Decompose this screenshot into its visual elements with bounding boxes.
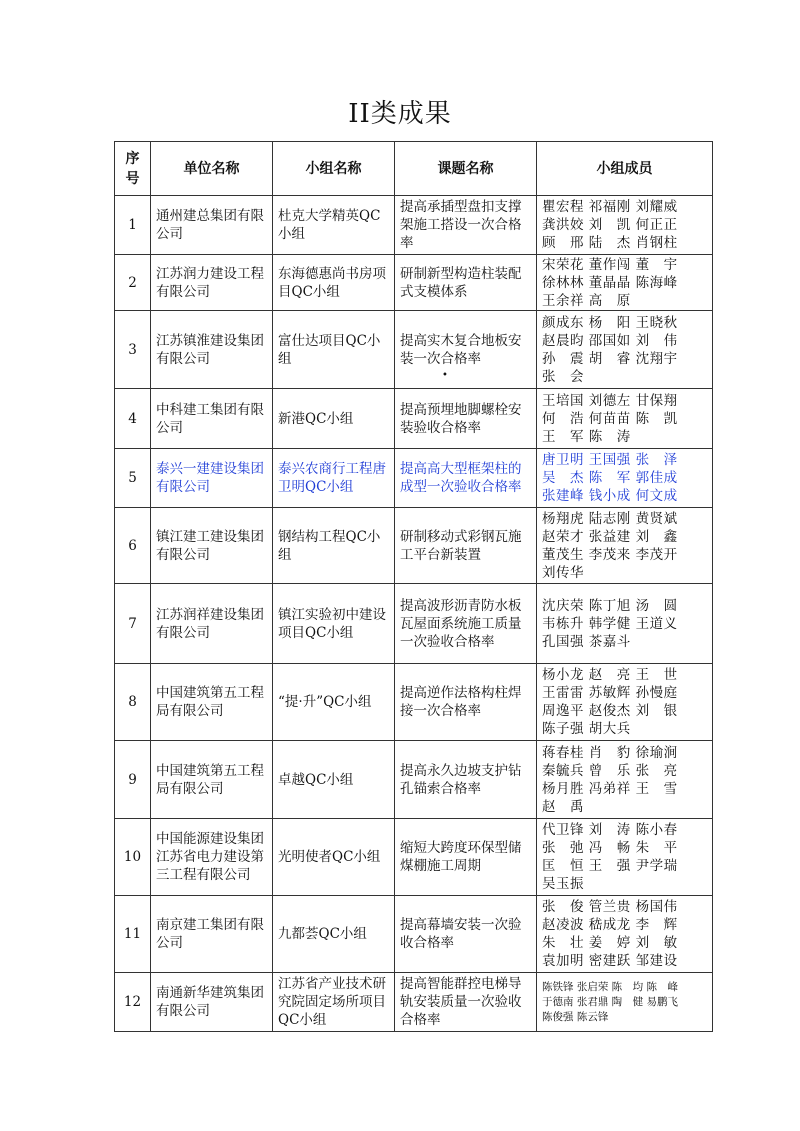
header-unit: 单位名称	[151, 142, 273, 196]
row-group: 富仕达项目QC小组	[273, 311, 395, 389]
row-members: 杨小龙 赵 亮 王 世 王雷雷 苏敏辉 孙慢庭 周逸平 赵俊杰 刘 银 陈子强 胡大兵	[537, 664, 713, 741]
row-members: 张 俊 管兰贵 杨国伟 赵凌波 嵇成龙 李 辉 朱 壮 姜 婷 刘 敏 袁加明 密建跃 邹建设	[537, 896, 713, 973]
row-group: 新港QC小组	[273, 389, 395, 449]
row-group: 泰兴农商行工程唐卫明QC小组	[273, 449, 395, 508]
header-topic: 课题名称	[395, 142, 537, 196]
row-group: 光明使者QC小组	[273, 819, 395, 896]
row-group: “提·升”QC小组	[273, 664, 395, 741]
table-row	[115, 255, 713, 311]
table-row	[115, 819, 713, 896]
row-members: 宋荣花 董作闯 董 宇 徐林林 董晶晶 陈海峰 王余祥 高 原	[537, 255, 713, 311]
row-group: 江苏省产业技术研究院固定场所项目QC小组	[273, 973, 395, 1032]
row-topic: 缩短大跨度环保型储煤棚施工周期	[395, 819, 537, 896]
table-row	[115, 389, 713, 449]
row-unit: 江苏镇淮建设集团有限公司	[151, 311, 273, 389]
table-row	[115, 311, 713, 389]
row-topic: 提高实木复合地板安装一次合格率	[395, 311, 537, 389]
table-row	[115, 449, 713, 508]
row-topic: 提高幕墙安装一次验收合格率	[395, 896, 537, 973]
row-members: 瞿宏程 祁福刚 刘耀威 龚洪姣 刘 凯 何正正 顾 邢 陆 杰 肖钢柱	[537, 196, 713, 255]
row-unit: 江苏润力建设工程有限公司	[151, 255, 273, 311]
row-unit: 南通新华建筑集团有限公司	[151, 973, 273, 1032]
table-row	[115, 196, 713, 255]
row-members: 代卫锋 刘 涛 陈小春 张 弛 冯 畅 朱 平 匡 恒 王 强 尹学瑞 吴玉振	[537, 819, 713, 896]
table-row	[115, 741, 713, 819]
row-unit: 镇江建工建设集团有限公司	[151, 508, 273, 584]
page-title: II类成果	[348, 99, 452, 129]
stray-dot-mark: •	[442, 370, 448, 381]
table-row	[115, 664, 713, 741]
row-members: 颜成东 杨 阳 王晓秋 赵晨昀 邵国如 刘 伟 孙 震 胡 睿 沈翔宇 张 会	[537, 311, 713, 389]
row-unit: 中科建工集团有限公司	[151, 389, 273, 449]
row-group: 卓越QC小组	[273, 741, 395, 819]
row-topic: 提高高大型框架柱的成型一次验收合格率	[395, 449, 537, 508]
row-seq: 1	[115, 196, 151, 255]
row-seq: 11	[115, 896, 151, 973]
row-seq: 8	[115, 664, 151, 741]
row-seq: 4	[115, 389, 151, 449]
row-topic: 提高逆作法格构柱焊接一次合格率	[395, 664, 537, 741]
row-seq: 10	[115, 819, 151, 896]
row-seq: 9	[115, 741, 151, 819]
row-members: 王培国 刘德左 甘保翔 何 浩 何苗苗 陈 凯 王 军 陈 涛	[537, 389, 713, 449]
header-group: 小组名称	[273, 142, 395, 196]
row-unit: 泰兴一建建设集团有限公司	[151, 449, 273, 508]
row-group: 镇江实验初中建设项目QC小组	[273, 584, 395, 664]
table-row	[115, 584, 713, 664]
row-topic: 提高承插型盘扣支撑架施工搭设一次合格率	[395, 196, 537, 255]
row-group: 钢结构工程QC小组	[273, 508, 395, 584]
header-seq: 序号	[115, 142, 151, 196]
row-members: 蒋春桂 肖 豹 徐瑜涧 秦毓兵 曾 乐 张 亮 杨月胜 冯弟祥 王 雪 赵 禹	[537, 741, 713, 819]
row-topic: 研制新型构造柱装配式支模体系	[395, 255, 537, 311]
table-row	[115, 896, 713, 973]
row-unit: 江苏润祥建设集团有限公司	[151, 584, 273, 664]
row-topic: 提高预埋地脚螺栓安装验收合格率	[395, 389, 537, 449]
row-members: 陈铁锋 张启荣 陈 均 陈 峰 于德南 张君鼎 陶 健 易鹏飞 陈俊强 陈云锋	[537, 973, 713, 1032]
row-unit: 通州建总集团有限公司	[151, 196, 273, 255]
row-members: 杨翔虎 陆志刚 黄贤斌 赵荣才 张益建 刘 鑫 董茂生 李茂来 李茂开 刘传华	[537, 508, 713, 584]
table-row	[115, 973, 713, 1032]
row-group: 东海德惠尚书房项目QC小组	[273, 255, 395, 311]
row-unit: 中国能源建设集团江苏省电力建设第三工程有限公司	[151, 819, 273, 896]
row-group: 九都荟QC小组	[273, 896, 395, 973]
row-topic: 研制移动式彩钢瓦施工平台新装置	[395, 508, 537, 584]
row-topic: 提高智能群控电梯导轨安装质量一次验收合格率	[395, 973, 537, 1032]
row-seq: 2	[115, 255, 151, 311]
row-seq: 12	[115, 973, 151, 1032]
row-unit: 南京建工集团有限公司	[151, 896, 273, 973]
row-members: 沈庆荣 陈丁旭 汤 圆 韦栋升 韩学健 王道义 孔国强 茶嘉斗	[537, 584, 713, 664]
row-topic: 提高波形沥青防水板瓦屋面系统施工质量一次验收合格率	[395, 584, 537, 664]
row-seq: 7	[115, 584, 151, 664]
row-members: 唐卫明 王国强 张 泽 吴 杰 陈 军 郭佳成 张建峰 钱小成 何文成	[537, 449, 713, 508]
row-group: 杜克大学精英QC小组	[273, 196, 395, 255]
row-unit: 中国建筑第五工程局有限公司	[151, 741, 273, 819]
row-seq: 5	[115, 449, 151, 508]
row-unit: 中国建筑第五工程局有限公司	[151, 664, 273, 741]
table-header-row	[115, 142, 713, 196]
row-topic: 提高永久边坡支护钻孔锚索合格率	[395, 741, 537, 819]
header-members: 小组成员	[537, 142, 713, 196]
row-seq: 6	[115, 508, 151, 584]
table-row	[115, 508, 713, 584]
results-table	[114, 141, 713, 1032]
row-seq: 3	[115, 311, 151, 389]
